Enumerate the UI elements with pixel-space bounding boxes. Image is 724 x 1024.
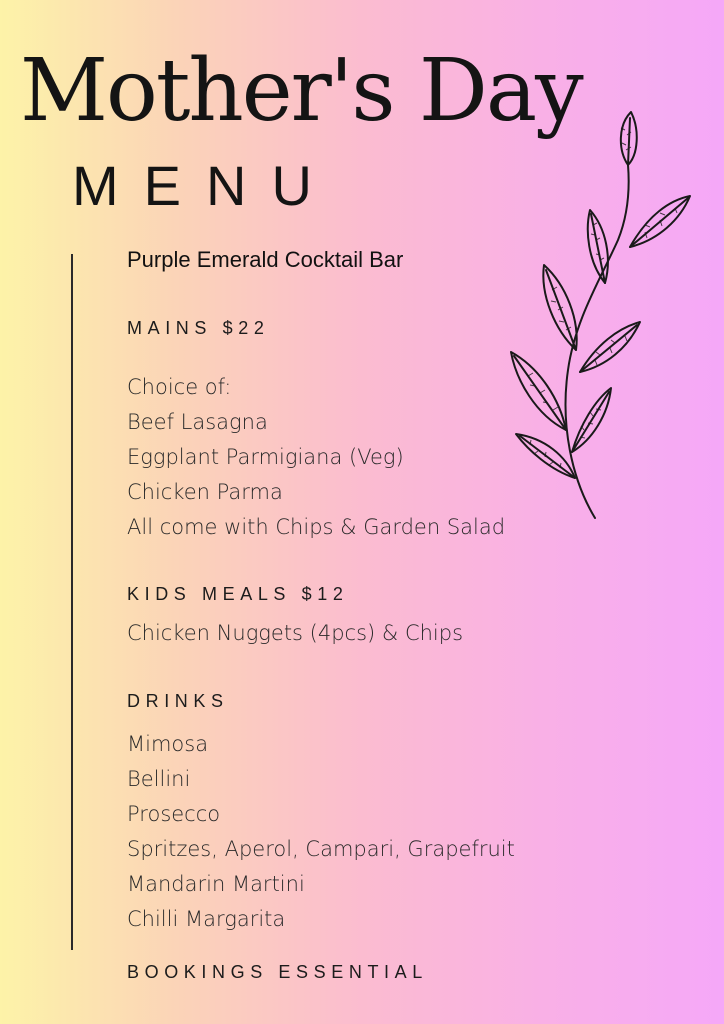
list-item: Chicken Parma — [127, 480, 283, 504]
list-item: All come with Chips & Garden Salad — [127, 515, 506, 539]
kids-meals-heading: KIDS MEALS $12 — [127, 584, 349, 604]
mains-heading: MAINS $22 — [127, 318, 270, 338]
list-item: Eggplant Parmigiana (Veg) — [127, 445, 404, 469]
kids-list — [127, 616, 463, 651]
mains-list — [127, 370, 505, 545]
list-item: Prosecco — [127, 802, 221, 826]
bookings-notice: BOOKINGS ESSENTIAL — [127, 962, 428, 982]
drinks-list — [127, 727, 515, 937]
drinks-heading: DRINKS — [127, 691, 229, 711]
list-item: Mimosa — [127, 732, 209, 756]
list-item: Beef Lasagna — [127, 410, 268, 434]
list-item: Chilli Margarita — [127, 907, 286, 931]
venue-name: Purple Emerald Cocktail Bar — [127, 247, 404, 272]
list-item: Choice of: — [127, 375, 232, 399]
list-item: Chicken Nuggets (4pcs) & Chips — [127, 621, 464, 645]
list-item: Spritzes, Aperol, Campari, Grapefruit — [127, 837, 515, 861]
leaf-sprig-icon — [500, 108, 700, 524]
list-item: Bellini — [127, 767, 191, 791]
vertical-divider — [71, 254, 73, 950]
menu-subtitle: MENU — [72, 154, 337, 217]
page-title: Mother's Day — [20, 41, 582, 141]
list-item: Mandarin Martini — [127, 872, 305, 896]
